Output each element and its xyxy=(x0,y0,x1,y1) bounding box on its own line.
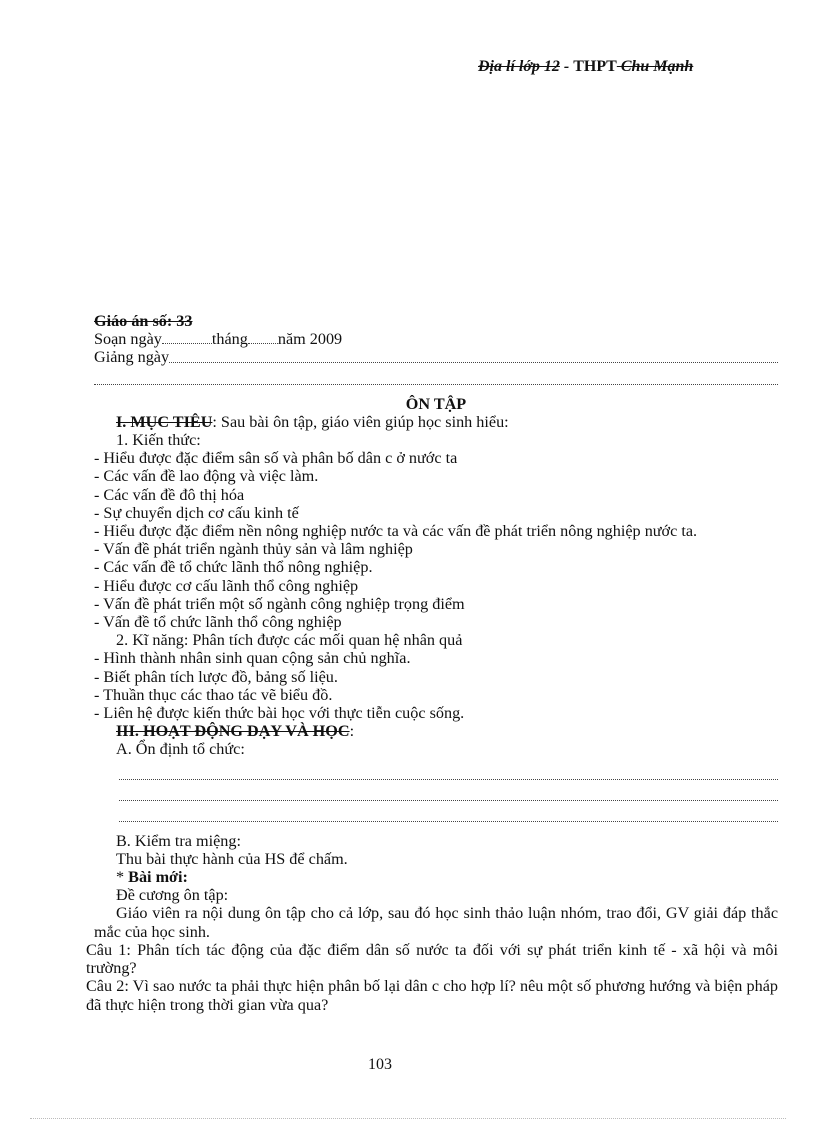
skills-item: - Biết phân tích lược đồ, bảng số liệu. xyxy=(94,667,338,686)
outline-heading: Đề cương ôn tập: xyxy=(116,886,229,905)
month-label: tháng xyxy=(211,330,248,349)
teach-date-label: Giảng ngày xyxy=(94,348,170,367)
page-header xyxy=(478,58,693,76)
month-blank xyxy=(248,343,278,344)
knowledge-heading: 1. Kiến thức: xyxy=(116,431,201,450)
knowledge-item: - Hiểu được đặc điểm nền nông nghiệp nước ta và các vấn đề phát triển nông nghiệp nước ta. xyxy=(94,522,698,541)
question-1: Câu 1: Phân tích tác động của đặc điểm dân số nước ta đối với sự phát triển kinh tế - xã hội và môi trường? xyxy=(86,940,778,978)
header-school-type: THPT xyxy=(573,58,617,75)
activities-colon: : xyxy=(349,722,355,741)
knowledge-item: - Các vấn đề lao động và việc làm. xyxy=(94,467,319,486)
lesson-number: Giáo án số: 33 xyxy=(94,312,193,330)
header-school-name: Chu Mạnh xyxy=(616,58,694,75)
footer-rule xyxy=(30,1118,786,1119)
knowledge-item: - Sự chuyển dịch cơ cấu kinh tế xyxy=(94,503,299,522)
prepare-date-row xyxy=(94,330,778,348)
section-activities xyxy=(94,722,778,740)
prepare-date-label: Soạn ngày xyxy=(94,330,162,349)
part-b: B. Kiểm tra miệng: xyxy=(116,831,241,850)
year-label: năm 2009 xyxy=(277,330,343,349)
objectives-intro: : Sau bài ôn tập, giáo viên giúp học sinh hiểu: xyxy=(212,412,509,431)
dotted-line xyxy=(119,801,778,822)
part-b-text: Thu bài thực hành của HS để chấm. xyxy=(116,849,348,868)
knowledge-item: - Hiểu được đặc điểm sân số và phân bố dân c ở nước ta xyxy=(94,449,458,468)
skills-item: - Thuần thục các thao tác vẽ biểu đồ. xyxy=(94,685,333,704)
section-objectives xyxy=(94,413,778,431)
skills-item: - Hình thành nhân sinh quan cộng sản chủ nghĩa. xyxy=(94,649,411,668)
knowledge-item: - Vấn đề tổ chức lãnh thổ công nghiệp xyxy=(94,613,342,632)
knowledge-item: - Các vấn đề đô thị hóa xyxy=(94,485,245,504)
header-dash: - xyxy=(559,58,574,75)
objectives-heading: I. MỤC TIÊU xyxy=(116,412,213,431)
knowledge-item: - Các vấn đề tổ chức lãnh thổ nông nghiệp. xyxy=(94,558,373,577)
page-number: 103 xyxy=(368,1056,392,1073)
activities-heading: III. HOẠT ĐỘNG DẠY VÀ HỌC xyxy=(116,722,350,741)
new-lesson-heading: Bài mới: xyxy=(128,868,188,887)
new-lesson xyxy=(94,868,778,886)
dotted-line xyxy=(119,780,778,801)
teach-date-blank xyxy=(169,362,778,363)
knowledge-item: - Hiểu được cơ cấu lãnh thổ công nghiệp xyxy=(94,576,359,595)
question-2: Câu 2: Vì sao nước ta phải thực hiện phân bố lại dân c cho hợp lí? nêu một số phương hướng và biện pháp đã thực hiện trong thời gian vừa qua? xyxy=(86,977,778,1014)
dotted-line xyxy=(94,367,778,385)
knowledge-item: - Vấn đề phát triển một số ngành công nghiệp trọng điểm xyxy=(94,594,465,613)
knowledge-item: - Vấn đề phát triển ngành thủy sản và lâm nghiệp xyxy=(94,540,413,559)
new-lesson-star: * xyxy=(116,868,129,887)
skills-heading: 2. Kĩ năng: Phân tích được các mối quan hệ nhân quả xyxy=(116,631,463,650)
outline-text: Giáo viên ra nội dung ôn tập cho cả lớp, sau đó học sinh thảo luận nhóm, trao đổi, GV giải đáp thắc mắc của học sinh. xyxy=(94,904,778,941)
header-subject: Địa lí lớp 12 xyxy=(478,58,560,75)
day-blank xyxy=(162,343,212,344)
page-title: ÔN TẬP xyxy=(405,394,467,413)
part-a: A. Ổn định tổ chức: xyxy=(116,740,245,759)
teach-date-row xyxy=(94,348,778,366)
document-body xyxy=(86,312,778,1014)
dotted-line xyxy=(119,759,778,780)
skills-item: - Liên hệ được kiến thức bài học với thực tiễn cuộc sống. xyxy=(94,704,465,723)
